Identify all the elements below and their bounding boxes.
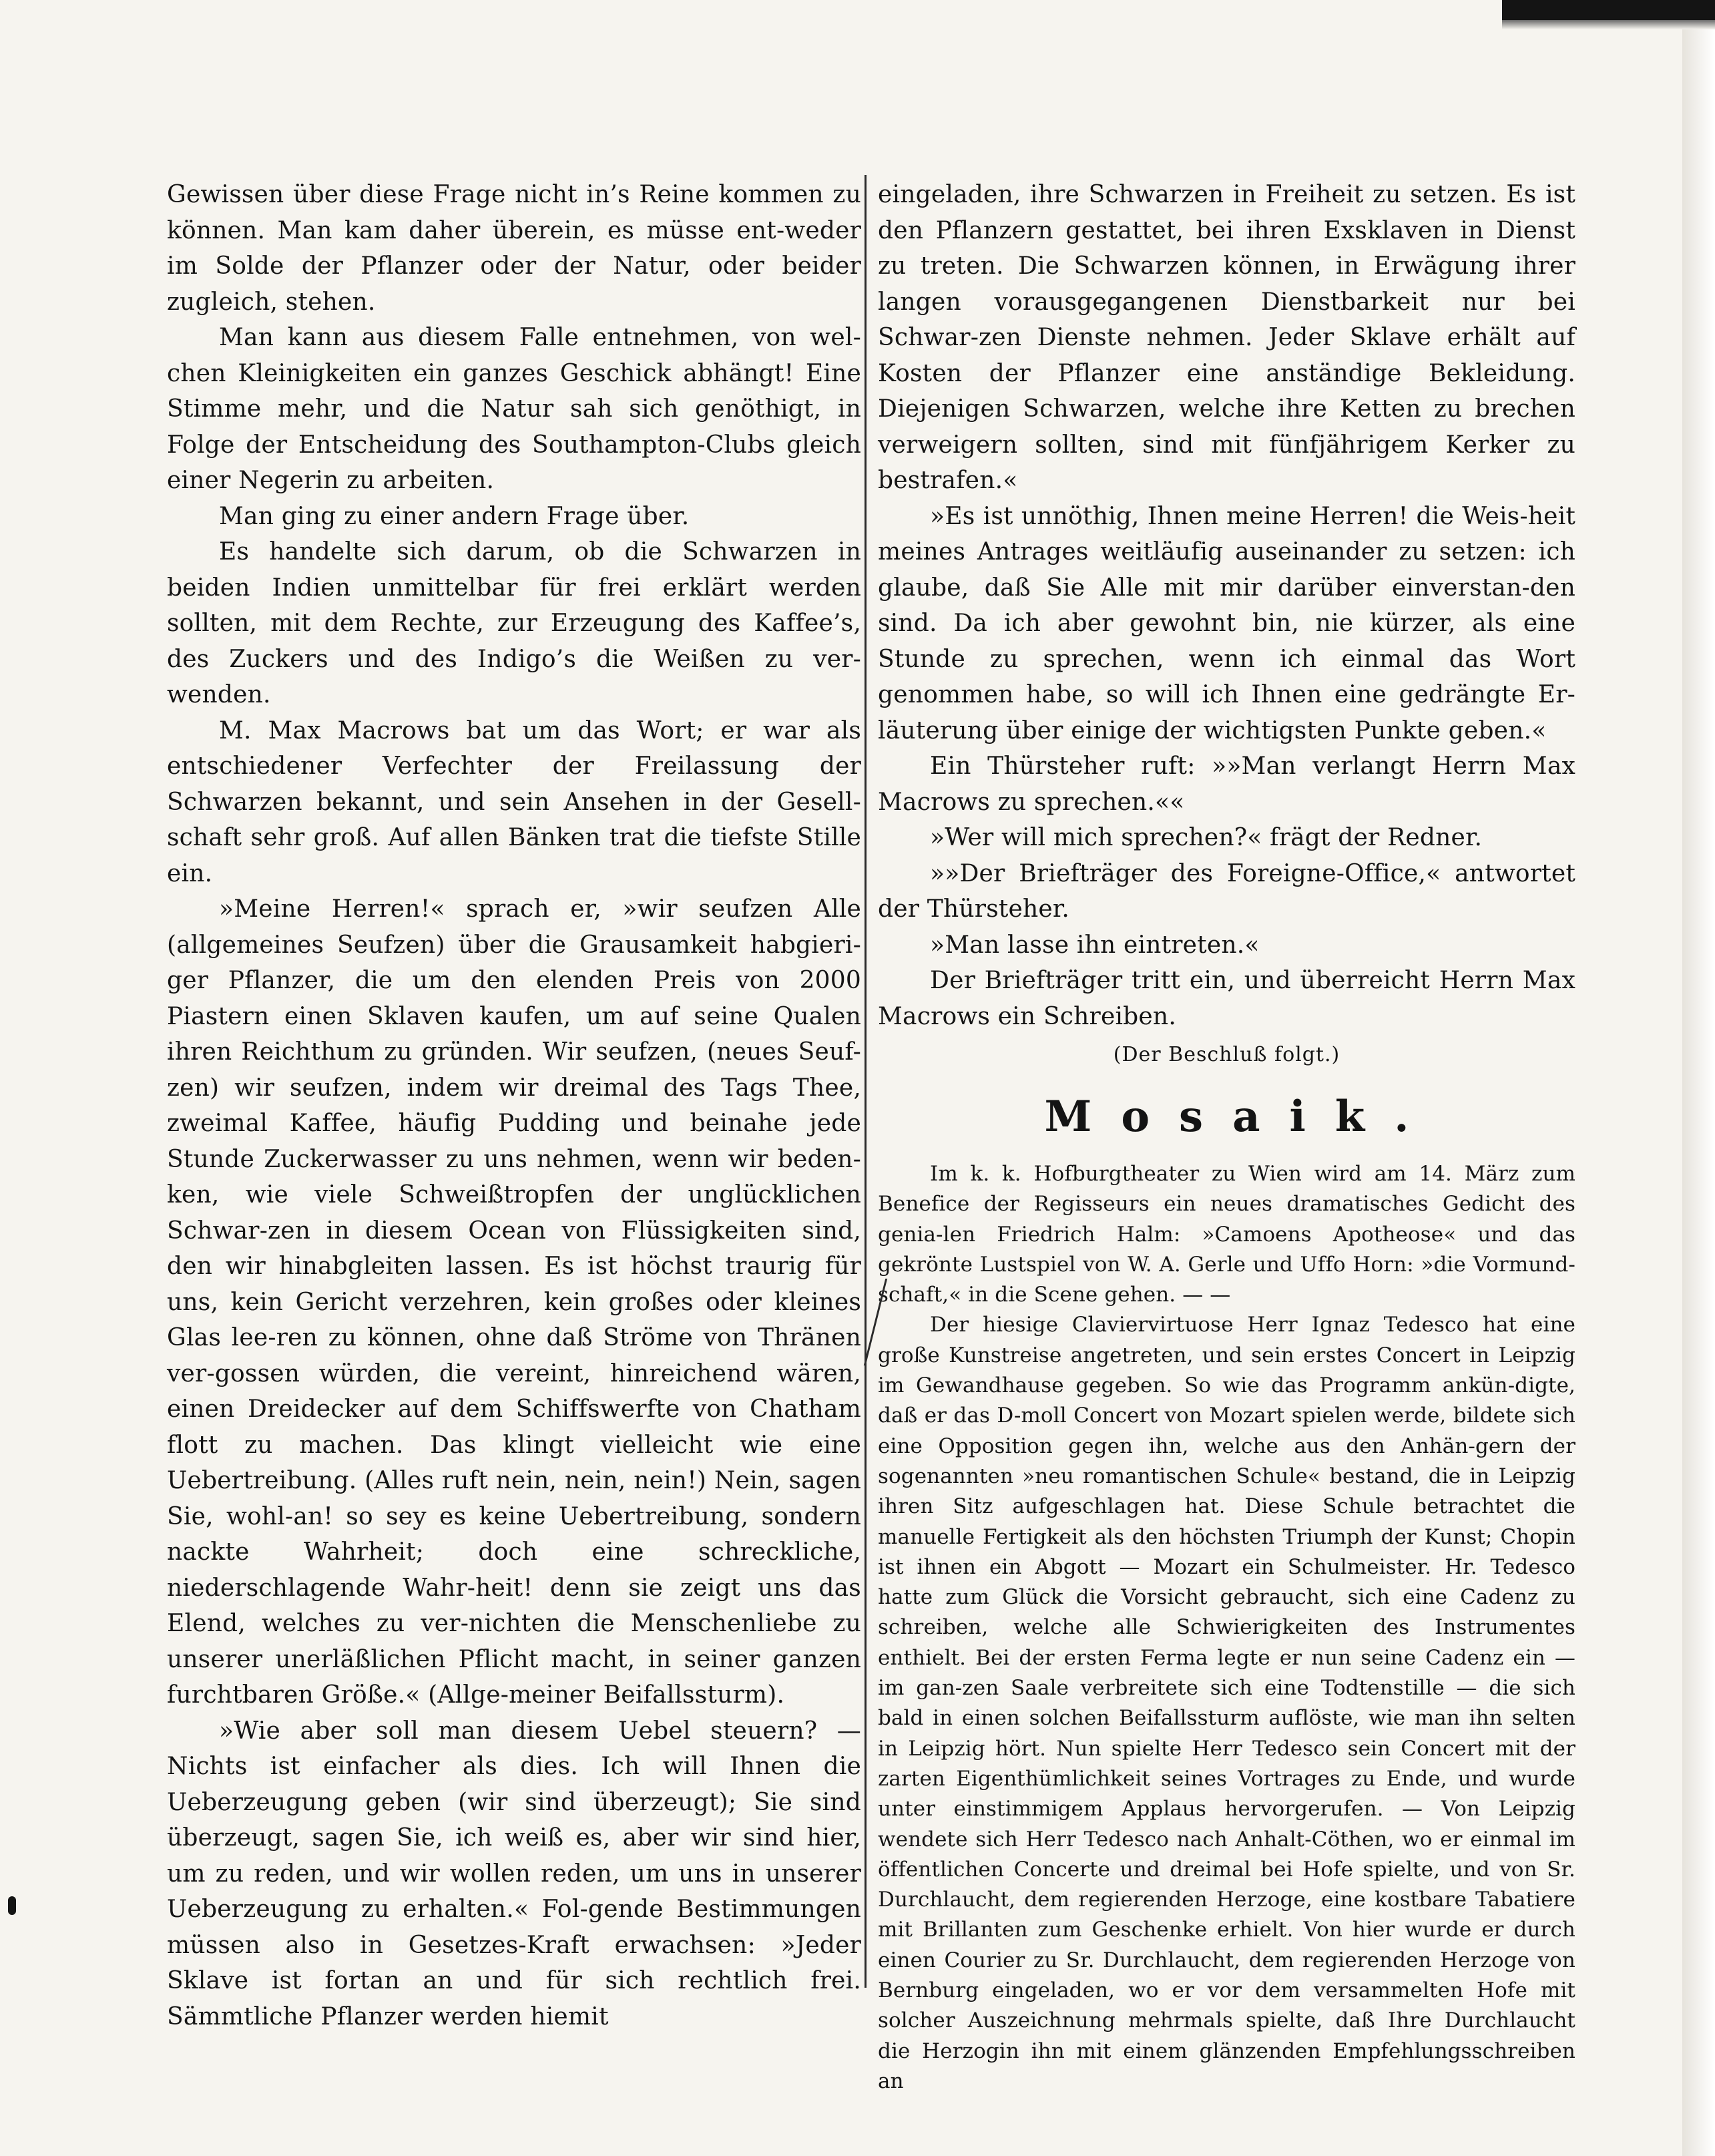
paragraph: Man kann aus diesem Falle entnehmen, von wel-chen Kleinigkeiten ein ganzes Geschick abhängt! Eine Stimme mehr, und die Natur sah sich genöthigt, in Folge der Entscheidung des Southampton-Clubs gleich einer Negerin zu arbeiten.: [167, 324, 861, 494]
news-item: Der hiesige Claviervirtuose Herr Ignaz Tedesco hat eine große Kunstreise angetreten, und sein erstes Concert in Leipzig im Gewandhause gegeben. So wie das Programm ankün-digte, daß er das D-moll Concert von Mozart spielen werde, bildete sich eine Opposition gegen ihn, welche aus den Anhän-gern der sogenannten »neu romantischen Schule« bestand, die in Leipzig ihren Sitz aufgeschlagen hat. Diese Schule betrachtet die manuelle Fertigkeit als den höchsten Triumph der Kunst; Chopin ist ihnen ein Abgott — Mozart ein Schulmeister. Hr. Tedesco hatte zum Glück die Vorsicht gebraucht, sich eine Cadenz zu schreiben, welche alle Schwierigkeiten des Instrumentes enthielt. Bei der ersten Ferma legte er nun seine Cadenz ein — im gan-zen Saale verbreitete sich eine Todtenstille — die sich bald in einen solchen Beifallssturm auflöste, wie man ihn selten in Leipzig hört. Nun spielte Herr Tedesco sein Concert mit der zarten Eigenthümlichkeit seines Vortrages zu Ende, und wurde unter einstimmigem Applaus hervorgerufen. — Von Leipzig wendete sich Herr Tedesco nach Anhalt-Cöthen, wo er einmal im öffentlichen Concerte und dreimal bei Hofe spielte, und von Sr. Durchlaucht, dem regierenden Herzoge, eine kostbare Tabatiere mit Brillanten zum Geschenke erhielt. Von hier wurde er durch einen Courier zu Sr. Durchlaucht, dem regierenden Herzoge von Bernburg eingeladen, wo er vor dem versammelten Hofe mit solcher Auszeichnung mehrmals spielte, daß Ihre Durchlaucht die Herzogin ihn mit einem glänzenden Empfehlungsschreiben an: [878, 1313, 1575, 2093]
paragraph: Man ging zu einer andern Frage über.: [219, 502, 690, 530]
paragraph: eingeladen, ihre Schwarzen in Freiheit zu setzen. Es ist den Pflanzern gestattet, bei ihren Exsklaven in Dienst zu treten. Die Schwarzen können, in Erwägung ihrer langen vorausgegangenen Dienstbarkeit nur bei Schwar-zen Dienste nehmen. Jeder Sklave erhält auf Kosten der Pflanzer eine anständige Bekleidung. Diejenigen Schwarzen, welche ihre Ketten zu brechen verweigern sollten, sind mit fünfjährigem Kerker zu bestrafen.«: [878, 181, 1575, 494]
page-edge: [1682, 0, 1715, 2156]
news-item: Im k. k. Hofburgtheater zu Wien wird am 14. März zum Benefice der Regisseurs ein neues dramatisches Gedicht des genia-len Friedrich Halm: »Camoens Apotheose« und das gekrönte Lustspiel von W. A. Gerle und Uffo Horn: »die Vormund-schaft,« in die Scene gehen. — —: [878, 1162, 1575, 1307]
paragraph: »Wie aber soll man diesem Uebel steuern? — Nichts ist einfacher als dies. Ich will Ihnen die Ueberzeugung geben (wir sind überzeugt); Sie sind überzeugt, sagen Sie, ich weiß es, aber wir sind hier, um zu reden, und wir wollen reden, um uns in unserer Ueberzeugung zu erhalten.« Fol-gende Bestimmungen müssen also in Gesetzes-Kraft erwachsen: »Jeder Sklave ist fortan an und für sich rechtlich frei. Sämmtliche Pflanzer werden hiemit: [167, 1717, 861, 2030]
paragraph: »Es ist unnöthig, Ihnen meine Herren! die Weis-heit meines Antrages weitläufig auseinander zu setzen: ich glaube, daß Sie Alle mit mir darüber einverstan-den sind. Da ich aber gewohnt bin, nie kürzer, als eine Stunde zu sprechen, wenn ich einmal das Wort genommen habe, so will ich Ihnen eine gedrängte Er-läuterung über einige der wichtigsten Punkte geben.«: [878, 502, 1575, 744]
continuation-note: (Der Beschluß folgt.): [1113, 1043, 1340, 1066]
paragraph: Ein Thürsteher ruft: »»Man verlangt Herrn Max Macrows zu sprechen.««: [878, 752, 1575, 816]
paragraph: »Meine Herren!« sprach er, »wir seufzen Alle (allgemeines Seufzen) über die Grausamkeit habgieri-ger Pflanzer, die um den elenden Preis von 2000 Piastern einen Sklaven kaufen, um auf seine Qualen ihren Reichthum zu gründen. Wir seufzen, (neues Seuf-zen) wir seufzen, indem wir dreimal des Tags Thee, zweimal Kaffee, häufig Pudding und beinahe jede Stunde Zuckerwasser zu uns nehmen, wenn wir beden-ken, wie viele Schweißtropfen der unglücklichen Schwar-zen in diesem Ocean von Flüssigkeiten sind, den wir hinabgleiten lassen. Es ist höchst traurig für uns, kein Gericht verzehren, kein großes oder kleines Glas lee-ren zu können, ohne daß Ströme von Thränen ver-gossen würden, die vereint, hinreichend wären, einen Dreidecker auf dem Schiffswerfte von Chatham flott zu machen. Das klingt vielleicht wie eine Uebertreibung. (Alles ruft nein, nein, nein!) Nein, sagen Sie, wohl-an! so sey es keine Uebertreibung, sondern nackte Wahrheit; doch eine schreckliche, niederschlagende Wahr-heit! denn sie zeigt uns das Elend, welches zu ver-nichten die Menschenliebe zu unserer unerläßlichen Pflicht macht, in seiner ganzen furchtbaren Größe.« (Allge-meiner Beifallssturm).: [167, 895, 861, 1709]
paragraph: »»Der Briefträger des Foreigne-Office,« antwortet der Thürsteher.: [878, 859, 1575, 923]
paragraph: Es handelte sich darum, ob die Schwarzen in beiden Indien unmittelbar für frei erklärt werden sollten, mit dem Rechte, zur Erzeugung des Kaffee’s, des Zuckers und des Indigo’s die Weißen zu ver-wenden.: [167, 538, 861, 708]
right-column: [878, 177, 1575, 2097]
scan-corner-bar: [1502, 0, 1715, 27]
section-title: Mosaik.: [1044, 1092, 1439, 1142]
paragraph: »Man lasse ihn eintreten.«: [930, 931, 1260, 959]
paragraph: Der Briefträger tritt ein, und überreicht Herrn Max Macrows ein Schreiben.: [878, 967, 1575, 1030]
mosaik-section: [878, 1159, 1575, 2097]
column-divider: [865, 175, 867, 1988]
left-column: [167, 177, 861, 2034]
paragraph: »Wer will mich sprechen?« frägt der Redner.: [930, 824, 1483, 851]
paragraph: Gewissen über diese Frage nicht in’s Reine kommen zu können. Man kam daher überein, es müsse ent-weder im Solde der Pflanzer oder der Natur, oder beider zugleich, stehen.: [167, 181, 861, 316]
paragraph: M. Max Macrows bat um das Wort; er war als entschiedener Verfechter der Freilassung der Schwarzen bekannt, und sein Ansehen in der Gesell-schaft sehr groß. Auf allen Bänken trat die tiefste Stille ein.: [167, 716, 861, 887]
ink-blot: [8, 1896, 16, 1915]
